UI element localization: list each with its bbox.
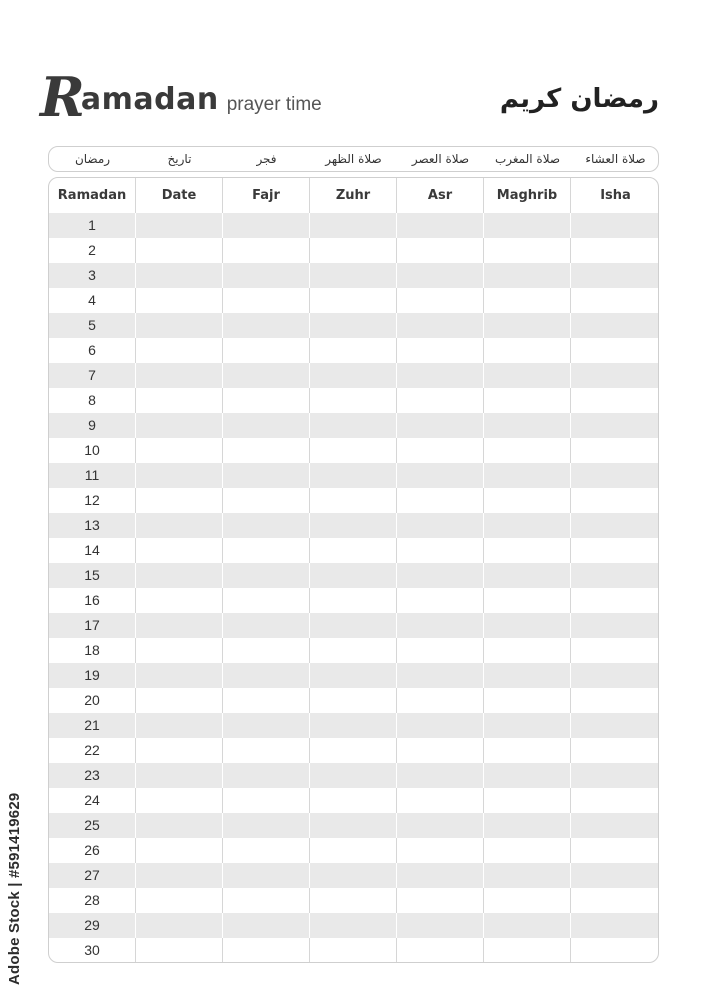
time-entry-cell[interactable] xyxy=(310,913,397,938)
time-entry-cell[interactable] xyxy=(571,388,659,413)
time-entry-cell[interactable] xyxy=(571,738,659,763)
time-entry-cell[interactable] xyxy=(484,813,571,838)
table-row xyxy=(49,338,658,363)
time-entry-cell[interactable] xyxy=(223,688,310,713)
time-entry-cell[interactable] xyxy=(484,513,571,538)
time-entry-cell[interactable] xyxy=(223,588,310,613)
table-row xyxy=(49,813,658,838)
time-entry-cell[interactable] xyxy=(397,563,484,588)
table-row xyxy=(49,713,658,738)
time-entry-cell[interactable] xyxy=(484,388,571,413)
day-number-cell: 1 xyxy=(49,213,136,238)
time-entry-cell[interactable] xyxy=(223,863,310,888)
table-row xyxy=(49,238,658,263)
time-entry-cell[interactable] xyxy=(136,213,223,238)
arabic-title: رمضان كريم xyxy=(499,84,659,114)
day-number-cell: 30 xyxy=(49,938,136,963)
time-entry-cell[interactable] xyxy=(397,638,484,663)
time-entry-cell[interactable] xyxy=(310,288,397,313)
time-entry-cell[interactable] xyxy=(136,288,223,313)
arabic-header-isha: صلاة العشاء xyxy=(585,152,646,166)
time-entry-cell[interactable] xyxy=(397,413,484,438)
time-entry-cell[interactable] xyxy=(571,488,659,513)
time-entry-cell[interactable] xyxy=(484,338,571,363)
time-entry-cell[interactable] xyxy=(571,313,659,338)
arabic-header-fajr: فجر xyxy=(256,152,277,166)
time-entry-cell[interactable] xyxy=(571,888,659,913)
time-entry-cell[interactable] xyxy=(484,288,571,313)
time-entry-cell[interactable] xyxy=(571,338,659,363)
time-entry-cell[interactable] xyxy=(136,763,223,788)
time-entry-cell[interactable] xyxy=(484,788,571,813)
day-number-cell: 13 xyxy=(49,513,136,538)
time-entry-cell[interactable] xyxy=(223,738,310,763)
table-row xyxy=(49,613,658,638)
time-entry-cell[interactable] xyxy=(136,663,223,688)
table-row xyxy=(49,488,658,513)
time-entry-cell[interactable] xyxy=(310,813,397,838)
time-entry-cell[interactable] xyxy=(484,313,571,338)
table-row xyxy=(49,738,658,763)
time-entry-cell[interactable] xyxy=(223,238,310,263)
time-entry-cell[interactable] xyxy=(223,213,310,238)
time-entry-cell[interactable] xyxy=(310,688,397,713)
day-number-cell: 17 xyxy=(49,613,136,638)
time-entry-cell[interactable] xyxy=(397,488,484,513)
time-entry-cell[interactable] xyxy=(571,913,659,938)
time-entry-cell[interactable] xyxy=(571,813,659,838)
time-entry-cell[interactable] xyxy=(484,538,571,563)
time-entry-cell[interactable] xyxy=(310,388,397,413)
column-header-ramadan: Ramadan xyxy=(49,178,136,213)
table-row xyxy=(49,788,658,813)
time-entry-cell[interactable] xyxy=(223,613,310,638)
arabic-header-date: تاريخ xyxy=(167,152,192,166)
time-entry-cell[interactable] xyxy=(136,638,223,663)
table-row xyxy=(49,538,658,563)
time-entry-cell[interactable] xyxy=(397,213,484,238)
day-number-cell: 12 xyxy=(49,488,136,513)
stock-watermark-label: Adobe Stock | #591419629 xyxy=(6,792,23,985)
arabic-header-asr: صلاة العصر xyxy=(411,152,470,166)
time-entry-cell[interactable] xyxy=(397,713,484,738)
time-entry-cell[interactable] xyxy=(571,563,659,588)
time-entry-cell[interactable] xyxy=(397,938,484,963)
title-main: amadan xyxy=(80,82,219,117)
time-entry-cell[interactable] xyxy=(223,338,310,363)
time-entry-cell[interactable] xyxy=(136,563,223,588)
time-entry-cell[interactable] xyxy=(310,538,397,563)
day-number-cell: 19 xyxy=(49,663,136,688)
time-entry-cell[interactable] xyxy=(571,213,659,238)
time-entry-cell[interactable] xyxy=(136,263,223,288)
time-entry-cell[interactable] xyxy=(310,713,397,738)
time-entry-cell[interactable] xyxy=(136,788,223,813)
time-entry-cell[interactable] xyxy=(571,788,659,813)
day-number-cell: 10 xyxy=(49,438,136,463)
time-entry-cell[interactable] xyxy=(397,888,484,913)
day-number-cell: 28 xyxy=(49,888,136,913)
time-entry-cell[interactable] xyxy=(571,663,659,688)
column-header-asr: Asr xyxy=(397,178,484,213)
time-entry-cell[interactable] xyxy=(136,363,223,388)
time-entry-cell[interactable] xyxy=(397,613,484,638)
table-row xyxy=(49,263,658,288)
time-entry-cell[interactable] xyxy=(310,488,397,513)
time-entry-cell[interactable] xyxy=(484,863,571,888)
time-entry-cell[interactable] xyxy=(484,213,571,238)
time-entry-cell[interactable] xyxy=(310,363,397,388)
time-entry-cell[interactable] xyxy=(223,563,310,588)
time-entry-cell[interactable] xyxy=(310,588,397,613)
column-header-maghrib: Maghrib xyxy=(484,178,571,213)
arabic-header-maghrib: صلاة المغرب xyxy=(494,152,561,166)
time-entry-cell[interactable] xyxy=(397,313,484,338)
time-entry-cell[interactable] xyxy=(310,788,397,813)
day-number-cell: 14 xyxy=(49,538,136,563)
time-entry-cell[interactable] xyxy=(223,463,310,488)
time-entry-cell[interactable] xyxy=(397,538,484,563)
time-entry-cell[interactable] xyxy=(571,463,659,488)
time-entry-cell[interactable] xyxy=(571,763,659,788)
day-number-cell: 2 xyxy=(49,238,136,263)
page-title xyxy=(40,64,322,129)
time-entry-cell[interactable] xyxy=(223,388,310,413)
table-row xyxy=(49,563,658,588)
table-row xyxy=(49,413,658,438)
time-entry-cell[interactable] xyxy=(136,538,223,563)
time-entry-cell[interactable] xyxy=(310,263,397,288)
time-entry-cell[interactable] xyxy=(136,738,223,763)
time-entry-cell[interactable] xyxy=(571,713,659,738)
column-header-fajr: Fajr xyxy=(223,178,310,213)
time-entry-cell[interactable] xyxy=(484,663,571,688)
time-entry-cell[interactable] xyxy=(571,588,659,613)
table-row xyxy=(49,513,658,538)
day-number-cell: 4 xyxy=(49,288,136,313)
time-entry-cell[interactable] xyxy=(571,638,659,663)
time-entry-cell[interactable] xyxy=(223,913,310,938)
time-entry-cell[interactable] xyxy=(136,913,223,938)
time-entry-cell[interactable] xyxy=(484,488,571,513)
time-entry-cell[interactable] xyxy=(310,338,397,363)
time-entry-cell[interactable] xyxy=(223,663,310,688)
time-entry-cell[interactable] xyxy=(136,463,223,488)
day-number-cell: 6 xyxy=(49,338,136,363)
column-header-date: Date xyxy=(136,178,223,213)
time-entry-cell[interactable] xyxy=(310,413,397,438)
time-entry-cell[interactable] xyxy=(397,913,484,938)
table-row xyxy=(49,463,658,488)
time-entry-cell[interactable] xyxy=(571,538,659,563)
time-entry-cell[interactable] xyxy=(136,938,223,963)
time-entry-cell[interactable] xyxy=(484,563,571,588)
table-row xyxy=(49,588,658,613)
time-entry-cell[interactable] xyxy=(310,863,397,888)
time-entry-cell[interactable] xyxy=(136,313,223,338)
title-subtitle: prayer time xyxy=(226,94,322,115)
day-number-cell: 8 xyxy=(49,388,136,413)
time-entry-cell[interactable] xyxy=(397,513,484,538)
day-number-cell: 3 xyxy=(49,263,136,288)
time-entry-cell[interactable] xyxy=(223,438,310,463)
time-entry-cell[interactable] xyxy=(310,438,397,463)
time-entry-cell[interactable] xyxy=(223,488,310,513)
column-header-isha: Isha xyxy=(600,188,631,203)
table-row xyxy=(49,213,658,238)
time-entry-cell[interactable] xyxy=(571,238,659,263)
time-entry-cell[interactable] xyxy=(484,913,571,938)
day-number-cell: 21 xyxy=(49,713,136,738)
time-entry-cell[interactable] xyxy=(484,263,571,288)
time-entry-cell[interactable] xyxy=(136,688,223,713)
day-number-cell: 22 xyxy=(49,738,136,763)
time-entry-cell[interactable] xyxy=(571,613,659,638)
time-entry-cell[interactable] xyxy=(397,463,484,488)
time-entry-cell[interactable] xyxy=(223,713,310,738)
day-number-cell: 16 xyxy=(49,588,136,613)
time-entry-cell[interactable] xyxy=(310,938,397,963)
time-entry-cell[interactable] xyxy=(136,388,223,413)
time-entry-cell[interactable] xyxy=(484,888,571,913)
time-entry-cell[interactable] xyxy=(223,638,310,663)
table-header-row xyxy=(49,178,658,213)
day-number-cell: 27 xyxy=(49,863,136,888)
table-row xyxy=(49,888,658,913)
time-entry-cell[interactable] xyxy=(136,863,223,888)
time-entry-cell[interactable] xyxy=(397,863,484,888)
time-entry-cell[interactable] xyxy=(484,763,571,788)
time-entry-cell[interactable] xyxy=(397,438,484,463)
time-entry-cell[interactable] xyxy=(397,663,484,688)
time-entry-cell[interactable] xyxy=(136,813,223,838)
time-entry-cell[interactable] xyxy=(571,288,659,313)
time-entry-cell[interactable] xyxy=(397,288,484,313)
day-number-cell: 29 xyxy=(49,913,136,938)
day-number-cell: 9 xyxy=(49,413,136,438)
time-entry-cell[interactable] xyxy=(136,588,223,613)
time-entry-cell[interactable] xyxy=(136,338,223,363)
time-entry-cell[interactable] xyxy=(136,838,223,863)
time-entry-cell[interactable] xyxy=(484,238,571,263)
time-entry-cell[interactable] xyxy=(397,338,484,363)
day-number-cell: 11 xyxy=(49,463,136,488)
time-entry-cell[interactable] xyxy=(310,888,397,913)
time-entry-cell[interactable] xyxy=(397,738,484,763)
table-row xyxy=(49,863,658,888)
time-entry-cell[interactable] xyxy=(136,238,223,263)
time-entry-cell[interactable] xyxy=(397,263,484,288)
time-entry-cell[interactable] xyxy=(223,763,310,788)
time-entry-cell[interactable] xyxy=(223,938,310,963)
time-entry-cell[interactable] xyxy=(484,688,571,713)
time-entry-cell[interactable] xyxy=(310,613,397,638)
time-entry-cell[interactable] xyxy=(484,413,571,438)
table-row xyxy=(49,838,658,863)
time-entry-cell[interactable] xyxy=(571,438,659,463)
time-entry-cell[interactable] xyxy=(397,238,484,263)
time-entry-cell[interactable] xyxy=(571,363,659,388)
table-row xyxy=(49,688,658,713)
time-entry-cell[interactable] xyxy=(223,288,310,313)
day-number-cell: 25 xyxy=(49,813,136,838)
table-row xyxy=(49,313,658,338)
time-entry-cell[interactable] xyxy=(310,738,397,763)
time-entry-cell[interactable] xyxy=(484,838,571,863)
time-entry-cell[interactable] xyxy=(136,888,223,913)
time-entry-cell[interactable] xyxy=(310,313,397,338)
time-entry-cell[interactable] xyxy=(484,438,571,463)
table-row xyxy=(49,288,658,313)
time-entry-cell[interactable] xyxy=(136,413,223,438)
arabic-header-strip xyxy=(48,146,659,172)
time-entry-cell[interactable] xyxy=(484,738,571,763)
time-entry-cell[interactable] xyxy=(223,813,310,838)
table-row xyxy=(49,938,658,963)
time-entry-cell[interactable] xyxy=(310,838,397,863)
time-entry-cell[interactable] xyxy=(136,488,223,513)
time-entry-cell[interactable] xyxy=(310,238,397,263)
time-entry-cell[interactable] xyxy=(484,463,571,488)
table-row xyxy=(49,763,658,788)
day-number-cell: 23 xyxy=(49,763,136,788)
time-entry-cell[interactable] xyxy=(571,838,659,863)
time-entry-cell[interactable] xyxy=(397,588,484,613)
time-entry-cell[interactable] xyxy=(571,263,659,288)
time-entry-cell[interactable] xyxy=(310,663,397,688)
time-entry-cell[interactable] xyxy=(223,888,310,913)
table-row xyxy=(49,663,658,688)
time-entry-cell[interactable] xyxy=(397,763,484,788)
time-entry-cell[interactable] xyxy=(484,588,571,613)
time-entry-cell[interactable] xyxy=(223,538,310,563)
day-number-cell: 24 xyxy=(49,788,136,813)
time-entry-cell[interactable] xyxy=(223,313,310,338)
time-entry-cell[interactable] xyxy=(571,688,659,713)
column-header-zuhr: Zuhr xyxy=(310,178,397,213)
time-entry-cell[interactable] xyxy=(397,688,484,713)
day-number-cell: 15 xyxy=(49,563,136,588)
table-row xyxy=(49,638,658,663)
time-entry-cell[interactable] xyxy=(136,613,223,638)
time-entry-cell[interactable] xyxy=(397,363,484,388)
time-entry-cell[interactable] xyxy=(310,463,397,488)
time-entry-cell[interactable] xyxy=(397,788,484,813)
time-entry-cell[interactable] xyxy=(397,838,484,863)
time-entry-cell[interactable] xyxy=(136,713,223,738)
table-row xyxy=(49,388,658,413)
time-entry-cell[interactable] xyxy=(136,438,223,463)
time-entry-cell[interactable] xyxy=(310,213,397,238)
time-entry-cell[interactable] xyxy=(223,788,310,813)
time-entry-cell[interactable] xyxy=(397,813,484,838)
time-entry-cell[interactable] xyxy=(136,513,223,538)
arabic-header-zuhr: صلاة الظهر xyxy=(325,152,382,166)
day-number-cell: 5 xyxy=(49,313,136,338)
day-number-cell: 7 xyxy=(49,363,136,388)
time-entry-cell[interactable] xyxy=(397,388,484,413)
arabic-header-ramadan: رمضان xyxy=(74,152,111,166)
time-entry-cell[interactable] xyxy=(484,938,571,963)
time-entry-cell[interactable] xyxy=(571,413,659,438)
time-entry-cell[interactable] xyxy=(223,513,310,538)
title-initial: R xyxy=(40,65,85,129)
table-row xyxy=(49,363,658,388)
time-entry-cell[interactable] xyxy=(571,863,659,888)
time-entry-cell[interactable] xyxy=(223,363,310,388)
table-row xyxy=(49,438,658,463)
table-row xyxy=(49,913,658,938)
time-entry-cell[interactable] xyxy=(484,613,571,638)
time-entry-cell[interactable] xyxy=(310,638,397,663)
time-entry-cell[interactable] xyxy=(484,638,571,663)
table-body xyxy=(49,213,658,963)
day-number-cell: 20 xyxy=(49,688,136,713)
time-entry-cell[interactable] xyxy=(223,263,310,288)
time-entry-cell[interactable] xyxy=(223,413,310,438)
time-entry-cell[interactable] xyxy=(310,563,397,588)
time-entry-cell[interactable] xyxy=(484,713,571,738)
time-entry-cell[interactable] xyxy=(223,838,310,863)
day-number-cell: 18 xyxy=(49,638,136,663)
day-number-cell: 26 xyxy=(49,838,136,863)
prayer-time-table xyxy=(48,177,659,963)
time-entry-cell[interactable] xyxy=(310,513,397,538)
time-entry-cell[interactable] xyxy=(310,763,397,788)
time-entry-cell[interactable] xyxy=(571,938,659,963)
time-entry-cell[interactable] xyxy=(571,513,659,538)
time-entry-cell[interactable] xyxy=(484,363,571,388)
